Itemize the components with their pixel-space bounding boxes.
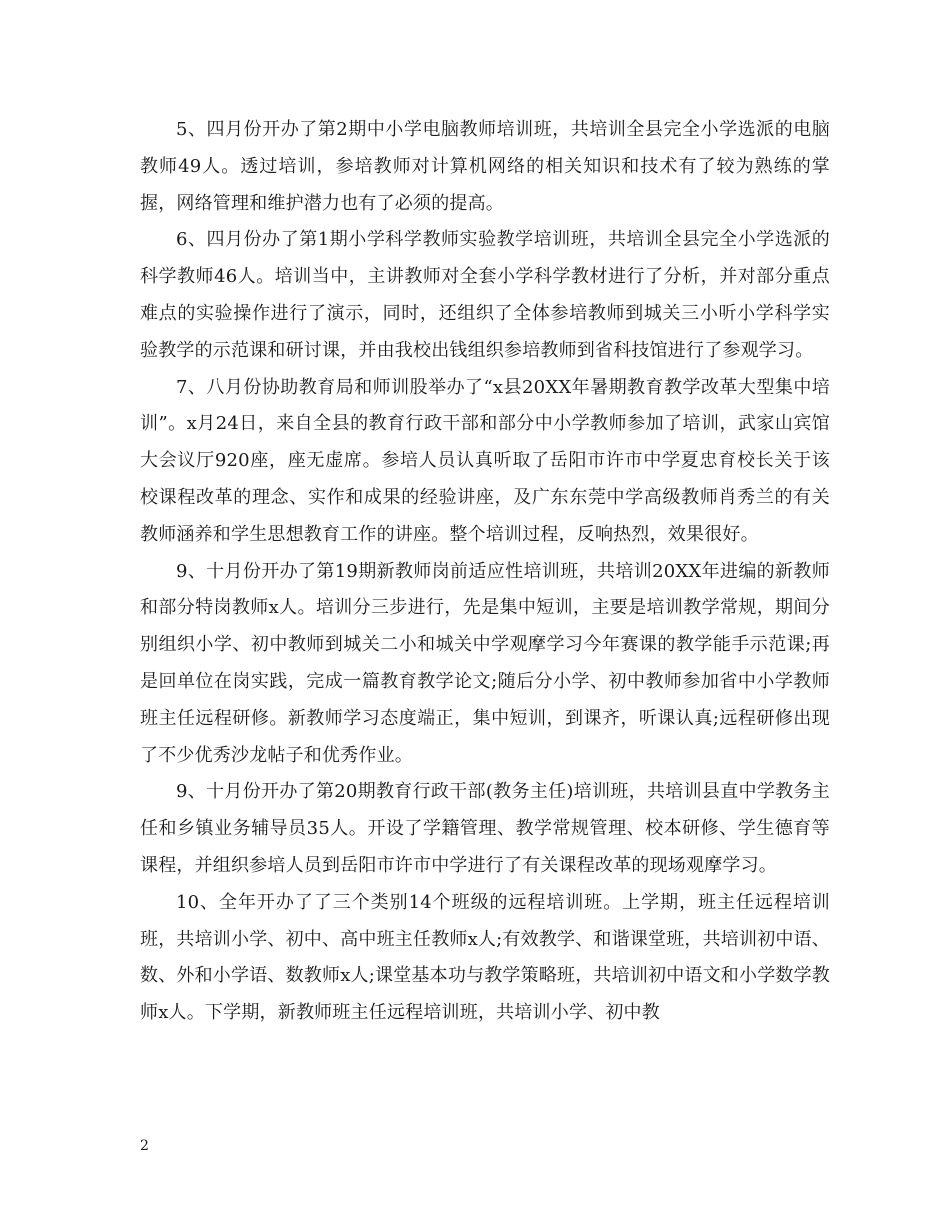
paragraph-item-6: 6、四月份办了第1期小学科学教师实验教学培训班，共培训全县完全小学选派的科学教师46人。培训当中，主讲教师对全套小学科学教材进行了分析，并对部分重点难点的实验操作进行了演示，同时，还组织了全体参培教师到城关三小听小学科学实验教学的示范课和研讨课，并由我校出钱组织参培教师到省科技馆进行了参观学习。 — [140, 229, 830, 361]
page-number: 2 — [140, 1138, 149, 1154]
paragraph-item-10: 10、全年开办了了三个类别14个班级的远程培训班。上学期，班主任远程培训班，共培训小学、初中、高中班主任教师x人;有效教学、和谐课堂班，共培训初中语、数、外和小学语、数教师x人;课堂基本功与教学策略班，共培训初中语文和小学数学教师x人。下学期，新教师班主任远程培训班，共培训小学、初中教 — [140, 891, 831, 1024]
paragraph-item-7: 7、八月份协助教育局和师训股举办了“x县20XX年暑期教育教学改革大型集中培训”。x月24日，来自全县的教育行政干部和部分中小学教师参加了培训，武家山宾馆大会议厅920座，座无虚席。参培人员认真听取了岳阳市许市中学夏忠育校长关于该校课程改革的理念、实作和成果的经验讲座，及广东东莞中学高级教师肖秀兰的有关教师涵养和学生思想教育工作的讲座。整个培训过程，反响热烈，效果很好。 — [140, 376, 830, 545]
document-body — [140, 112, 830, 1032]
paragraph-item-5: 5、四月份开办了第2期中小学电脑教师培训班，共培训全县完全小学选派的电脑教师49人。透过培训，参培教师对计算机网络的相关知识和技术有了较为熟练的掌握，网络管理和维护潜力也有了必须的提高。 — [140, 119, 830, 214]
paragraph-item-9b: 9、十月份开办了第20期教育行政干部(教务主任)培训班，共培训县直中学教务主任和乡镇业务辅导员35人。开设了学籍管理、教学常规管理、校本研修、学生德育等课程，并组织参培人员到岳阳市许市中学进行了有关课程改革的现场观摩学习。 — [140, 781, 830, 876]
paragraph-item-9a: 9、十月份开办了第19期新教师岗前适应性培训班，共培训20XX年进编的新教师和部分特岗教师x人。培训分三步进行，先是集中短训，主要是培训教学常规，期间分别组织小学、初中教师到城关二小和城关中学观摩学习今年赛课的教学能手示范课;再是回单位在岗实践，完成一篇教育教学论文;随后分小学、初中教师参加省中小学教师班主任远程研修。新教师学习态度端正，集中短训，到课齐，听课认真;远程研修出现了不少优秀沙龙帖子和优秀作业。 — [140, 560, 830, 766]
